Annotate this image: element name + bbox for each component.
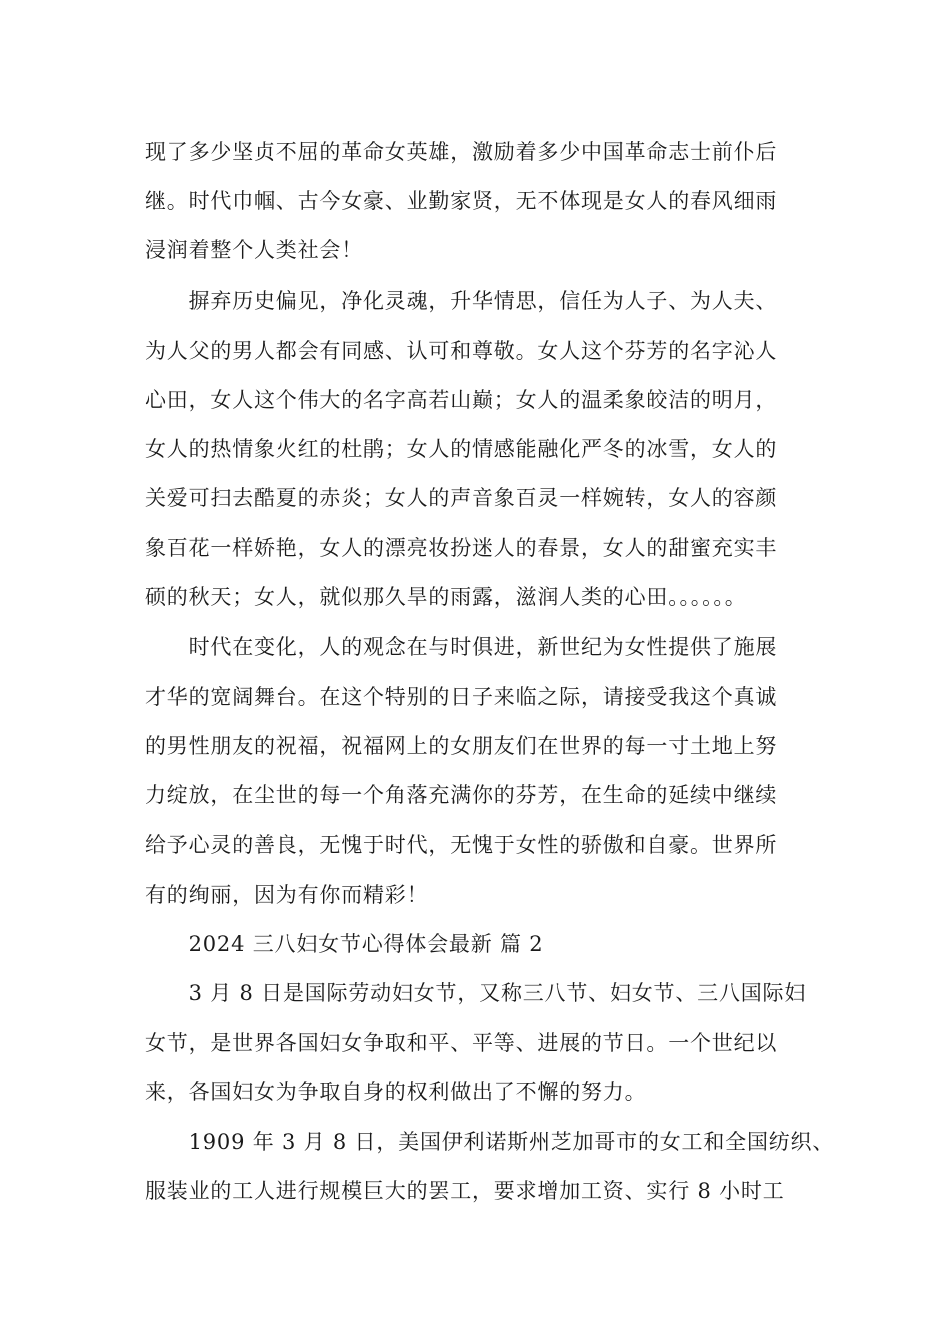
text-line: 硕的秋天；女人，就似那久旱的雨露，滋润人类的心田。。。。。。 bbox=[145, 585, 747, 609]
text-line: 心田，女人这个伟大的名字高若山巅；女人的温柔象皎洁的明月， bbox=[145, 388, 778, 412]
text-line: 的男性朋友的祝福，祝福网上的女朋友们在世界的每一寸土地上努 bbox=[145, 734, 778, 758]
text-line: 象百花一样娇艳，女人的漂亮妆扮迷人的春景，女人的甜蜜充实丰 bbox=[145, 536, 778, 560]
text-line: 摒弃历史偏见，净化灵魂，升华情思，信任为人子、为人夫、 bbox=[145, 289, 778, 313]
text-line: 服装业的工人进行规模巨大的罢工，要求增加工资、实行 8 小时工 bbox=[145, 1179, 785, 1203]
text-line: 浸润着整个人类社会！ bbox=[145, 238, 363, 262]
text-line: 有的绚丽，因为有你而精彩！ bbox=[145, 883, 429, 907]
text-line: 才华的宽阔舞台。在这个特别的日子来临之际，请接受我这个真诚 bbox=[145, 685, 778, 709]
text-line: 时代在变化，人的观念在与时俱进，新世纪为女性提供了施展 bbox=[145, 635, 778, 659]
section-heading: 2024 三八妇女节心得体会最新 篇 2 bbox=[145, 932, 544, 956]
text-line: 关爱可扫去酷夏的赤炎；女人的声音象百灵一样婉转，女人的容颜 bbox=[145, 486, 778, 510]
text-line: 1909 年 3 月 8 日，美国伊利诺斯州芝加哥市的女工和全国纺织、 bbox=[145, 1130, 835, 1154]
text-line: 女节，是世界各国妇女争取和平、平等、进展的节日。一个世纪以 bbox=[145, 1031, 778, 1055]
text-line: 给予心灵的善良，无愧于时代，无愧于女性的骄傲和自豪。世界所 bbox=[145, 833, 778, 857]
text-line: 力绽放，在尘世的每一个角落充满你的芬芳，在生命的延续中继续 bbox=[145, 783, 778, 807]
text-line: 来，各国妇女为争取自身的权利做出了不懈的努力。 bbox=[145, 1080, 647, 1104]
text-line: 3 月 8 日是国际劳动妇女节，又称三八节、妇女节、三八国际妇 bbox=[145, 981, 807, 1005]
text-line: 现了多少坚贞不屈的革命女英雄，激励着多少中国革命志士前仆后 bbox=[145, 140, 778, 164]
text-line: 为人父的男人都会有同感、认可和尊敬。女人这个芬芳的名字沁人 bbox=[145, 339, 778, 363]
text-line: 女人的热情象火红的杜鹃；女人的情感能融化严冬的冰雪，女人的 bbox=[145, 437, 778, 461]
text-line: 继。时代巾帼、古今女豪、业勤家贤，无不体现是女人的春风细雨 bbox=[145, 189, 778, 213]
